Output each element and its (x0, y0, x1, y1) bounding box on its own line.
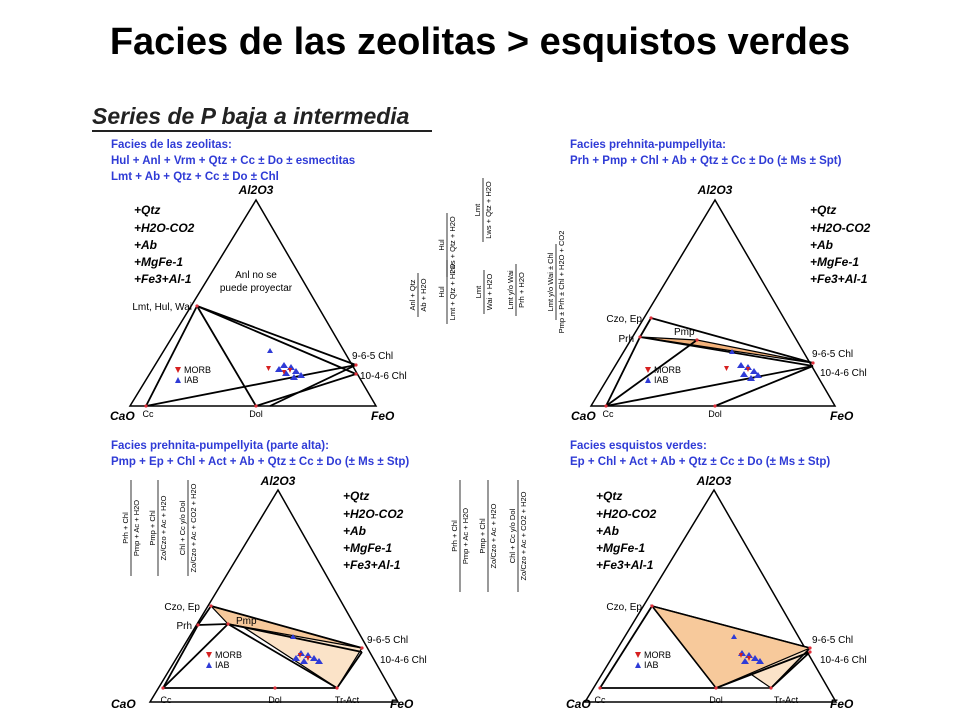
vertex-dot (335, 686, 338, 689)
mineral-label: Dol (709, 695, 723, 705)
vertex-label-cao: CaO (566, 697, 591, 711)
vertex-dot (161, 686, 164, 689)
additive-label: +Ab (134, 238, 158, 252)
legend-iab-icon (635, 662, 641, 668)
reaction (546, 231, 566, 334)
legend-iab-label: IAB (215, 660, 230, 670)
panel-heading: Facies prehnita-pumpellyita (parte alta): (111, 440, 329, 452)
reaction (178, 480, 198, 576)
legend-morb-label: MORB (654, 365, 681, 375)
tie-line (197, 306, 356, 374)
tie-line (256, 374, 356, 406)
vertex-dot (354, 372, 357, 375)
mineral-label: Cc (160, 695, 172, 705)
reaction (474, 270, 494, 314)
reaction-product: Zo/Czo + Ac + H2O (489, 503, 498, 569)
reaction-product: Lws + Qtz + H2O (448, 216, 457, 274)
vertex-dot (604, 404, 607, 407)
vertex-label-cao: CaO (110, 409, 135, 423)
iab-marker (267, 348, 273, 353)
additives-list (343, 489, 404, 572)
mineral-label: Prh (618, 334, 634, 345)
tie-line (606, 340, 697, 406)
panel-assemblage-line: Ep + Chl + Act + Ab + Qtz ± Cc ± Do (± Ms ± Stp) (570, 456, 831, 468)
vertex-dot (695, 338, 698, 341)
reaction (506, 264, 526, 316)
additive-label: +MgFe-1 (343, 541, 393, 555)
section-subtitle: Series de P baja a intermedia (92, 103, 410, 129)
vertex-dot (226, 622, 229, 625)
additive-label: +MgFe-1 (810, 255, 860, 269)
tie-line (197, 306, 356, 365)
reaction-product: Lws + Qtz + H2O (484, 181, 493, 239)
reaction-product: Zo/Czo + Ac + CO2 + H2O (519, 491, 528, 581)
mineral-label: Lmt, Hul, Wai (132, 302, 192, 313)
vertex-label-cao: CaO (571, 409, 596, 423)
morb-marker (724, 366, 729, 371)
additive-label: +Qtz (810, 203, 837, 217)
additive-label: +H2O-CO2 (596, 507, 657, 521)
additives-list (596, 489, 657, 572)
vertex-dot (713, 404, 716, 407)
sample-cluster (266, 348, 305, 380)
additive-label: +Qtz (596, 489, 623, 503)
vertex-dot (195, 304, 198, 307)
reaction-reactant: Chl + Cc y/o Dol (178, 500, 187, 556)
ternary-triangle (591, 200, 835, 406)
mineral-label: Prh (176, 621, 192, 632)
additive-label: +Fe3+Al-1 (596, 558, 654, 572)
vertex-dot (769, 686, 772, 689)
reaction-product: Pmp + Ac + H2O (132, 499, 141, 557)
reaction-reactant: Pmp + Chl (148, 510, 157, 546)
anl-note: puede proyectar (219, 283, 293, 294)
legend-morb-icon (635, 652, 641, 658)
vertex-dot (598, 686, 601, 689)
reaction-reactant: Lmt (473, 203, 482, 217)
reaction-product: Zo/Czo + Ac + CO2 + H2O (189, 483, 198, 573)
reaction-reactant: Lmt y/o Wai (506, 270, 515, 310)
morb-marker (288, 368, 292, 373)
additive-label: +Ab (343, 524, 367, 538)
reaction-reactant: Hul (437, 239, 446, 251)
mineral-label: Pmp (674, 327, 695, 338)
vertex-dot (273, 686, 276, 689)
vertex-dot (354, 363, 357, 366)
legend-morb-label: MORB (184, 365, 211, 375)
additive-label: +H2O-CO2 (810, 221, 871, 235)
legend (206, 650, 242, 670)
legend-iab-icon (206, 662, 212, 668)
iab-marker (280, 362, 288, 368)
mineral-label: 10-4-6 Chl (380, 655, 427, 666)
reaction-reactant: Chl + Cc y/o Dol (508, 508, 517, 564)
mineral-label: Cc (602, 409, 614, 419)
tie-line (715, 366, 813, 406)
tie-line (606, 366, 813, 406)
anl-note: Anl no se (235, 270, 277, 281)
apex-label-al2o3: Al2O3 (697, 183, 733, 197)
ternary-triangle (150, 490, 398, 702)
tie-line (163, 625, 198, 688)
reaction-table-top (408, 178, 566, 333)
reaction-reactant: Prh + Chl (121, 512, 130, 544)
legend-iab-icon (175, 377, 181, 383)
vertex-dot (811, 361, 814, 364)
reaction (148, 480, 168, 576)
reaction (473, 178, 493, 242)
panel-assemblage-line: Hul + Anl + Vrm + Qtz + Cc ± Do ± esmectitas (111, 155, 356, 167)
morb-marker (266, 366, 271, 371)
additive-label: +Fe3+Al-1 (810, 272, 868, 286)
mineral-label: Czo, Ep (606, 602, 642, 613)
tie-line (600, 606, 652, 688)
reaction (450, 480, 470, 592)
mineral-label: 10-4-6 Chl (360, 371, 407, 382)
additive-label: +Qtz (134, 203, 161, 217)
legend (635, 650, 671, 670)
mineral-label: Czo, Ep (606, 314, 642, 325)
reaction-product: Lmt + Qtz + H2O (448, 263, 457, 321)
mineral-label: Dol (268, 695, 282, 705)
legend-morb-icon (645, 367, 651, 373)
additive-label: +H2O-CO2 (343, 507, 404, 521)
legend-iab-label: IAB (654, 375, 669, 385)
mineral-label: Cc (594, 695, 606, 705)
mineral-label: 9-6-5 Chl (812, 349, 854, 360)
additive-label: +Ab (810, 238, 834, 252)
mineral-label: 9-6-5 Chl (352, 351, 394, 362)
reaction-product: Pmp + Ac + H2O (461, 507, 470, 565)
vertex-label-feo: FeO (830, 697, 854, 711)
additive-label: +Ab (596, 524, 620, 538)
vertex-dot (144, 404, 147, 407)
mineral-label: Tr-Act (773, 695, 799, 705)
legend-morb-label: MORB (644, 650, 671, 660)
vertex-label-feo: FeO (371, 409, 395, 423)
iab-marker (737, 362, 745, 368)
mineral-label: Pmp (236, 616, 257, 627)
reaction-product: Prh + H2O (517, 272, 526, 308)
legend-morb-label: MORB (215, 650, 242, 660)
mineral-label: Dol (249, 409, 263, 419)
additive-label: +MgFe-1 (596, 541, 646, 555)
vertex-dot (808, 650, 811, 653)
apex-label-al2o3: Al2O3 (696, 474, 732, 488)
mineral-label: 9-6-5 Chl (812, 635, 854, 646)
vertex-label-cao: CaO (111, 697, 136, 711)
reaction-product: Ab + H2O (419, 278, 428, 312)
mineral-label: Tr-Act (334, 695, 360, 705)
reaction (478, 480, 498, 592)
legend-morb-icon (206, 652, 212, 658)
tie-line (198, 624, 228, 625)
vertex-dot (360, 646, 363, 649)
iab-marker (740, 371, 748, 377)
additives-list (134, 203, 195, 286)
vertex-dot (808, 646, 811, 649)
vertex-dot (714, 686, 717, 689)
reaction (508, 480, 528, 592)
vertex-dot (650, 604, 653, 607)
vertex-dot (638, 335, 641, 338)
panel-assemblage-line: Lmt + Ab + Qtz + Cc ± Do ± Chl (111, 171, 279, 183)
legend (645, 365, 681, 385)
reaction-product: Pmp ± Prh ± Chl + H2O + CO2 (557, 230, 566, 334)
reaction-table-bottom-middle (450, 480, 528, 592)
reaction-reactant: Lmt y/o Wai ± Chl (546, 252, 555, 312)
tie-line (146, 306, 197, 406)
reaction (437, 260, 457, 324)
vertex-dot (209, 604, 212, 607)
reaction-product: Zo/Czo + Ac + H2O (159, 495, 168, 561)
reaction-reactant: Prh + Chl (450, 520, 459, 552)
vertex-label-feo: FeO (830, 409, 854, 423)
vertex-dot (649, 316, 652, 319)
mineral-label: Dol (708, 409, 722, 419)
panel-assemblage-line: Prh + Pmp + Chl + Ab + Qtz ± Cc ± Do (± Ms ± Spt) (570, 155, 842, 167)
reaction-table-bottom-left (121, 480, 198, 576)
additive-label: +Qtz (343, 489, 370, 503)
reaction-product: Wai + H2O (485, 273, 494, 311)
panel-esquistos-verdes (566, 440, 867, 711)
reaction-reactant: Pmp + Chl (478, 518, 487, 554)
mineral-label: Cc (142, 409, 154, 419)
stability-field (652, 606, 810, 688)
apex-label-al2o3: Al2O3 (238, 183, 274, 197)
additive-label: +Fe3+Al-1 (134, 272, 192, 286)
reaction (408, 273, 428, 317)
apex-label-al2o3: Al2O3 (260, 474, 296, 488)
panel-heading: Facies prehnita-pumpellyita: (570, 139, 726, 151)
additive-label: +H2O-CO2 (134, 221, 195, 235)
additives-list (810, 203, 871, 286)
reaction-reactant: Anl + Qtz (408, 279, 417, 311)
panel-assemblage-line: Pmp + Ep + Chl + Act + Ab + Qtz ± Cc ± Do (± Ms ± Stp) (111, 456, 410, 468)
panel-zeolitas (110, 139, 407, 423)
slide-title: Facies de las zeolitas > esquistos verdes (109, 21, 851, 63)
additive-label: +MgFe-1 (134, 255, 184, 269)
additive-label: +Fe3+Al-1 (343, 558, 401, 572)
panel-prehnita-pumpellyita (570, 139, 871, 423)
legend-iab-label: IAB (184, 375, 199, 385)
vertex-label-feo: FeO (390, 697, 414, 711)
legend-iab-label: IAB (644, 660, 659, 670)
reaction (121, 480, 141, 576)
mineral-label: 10-4-6 Chl (820, 368, 867, 379)
vertex-dot (196, 623, 199, 626)
vertex-dot (254, 404, 257, 407)
panel-heading: Facies de las zeolitas: (111, 139, 232, 151)
panel-heading: Facies esquistos verdes: (570, 440, 707, 452)
legend-morb-icon (175, 367, 181, 373)
legend (175, 365, 211, 385)
reaction-reactant: Lmt (474, 285, 483, 299)
mineral-label: 10-4-6 Chl (820, 655, 867, 666)
mineral-label: 9-6-5 Chl (367, 635, 409, 646)
reaction-reactant: Hul (437, 286, 446, 298)
mineral-label: Czo, Ep (164, 602, 200, 613)
